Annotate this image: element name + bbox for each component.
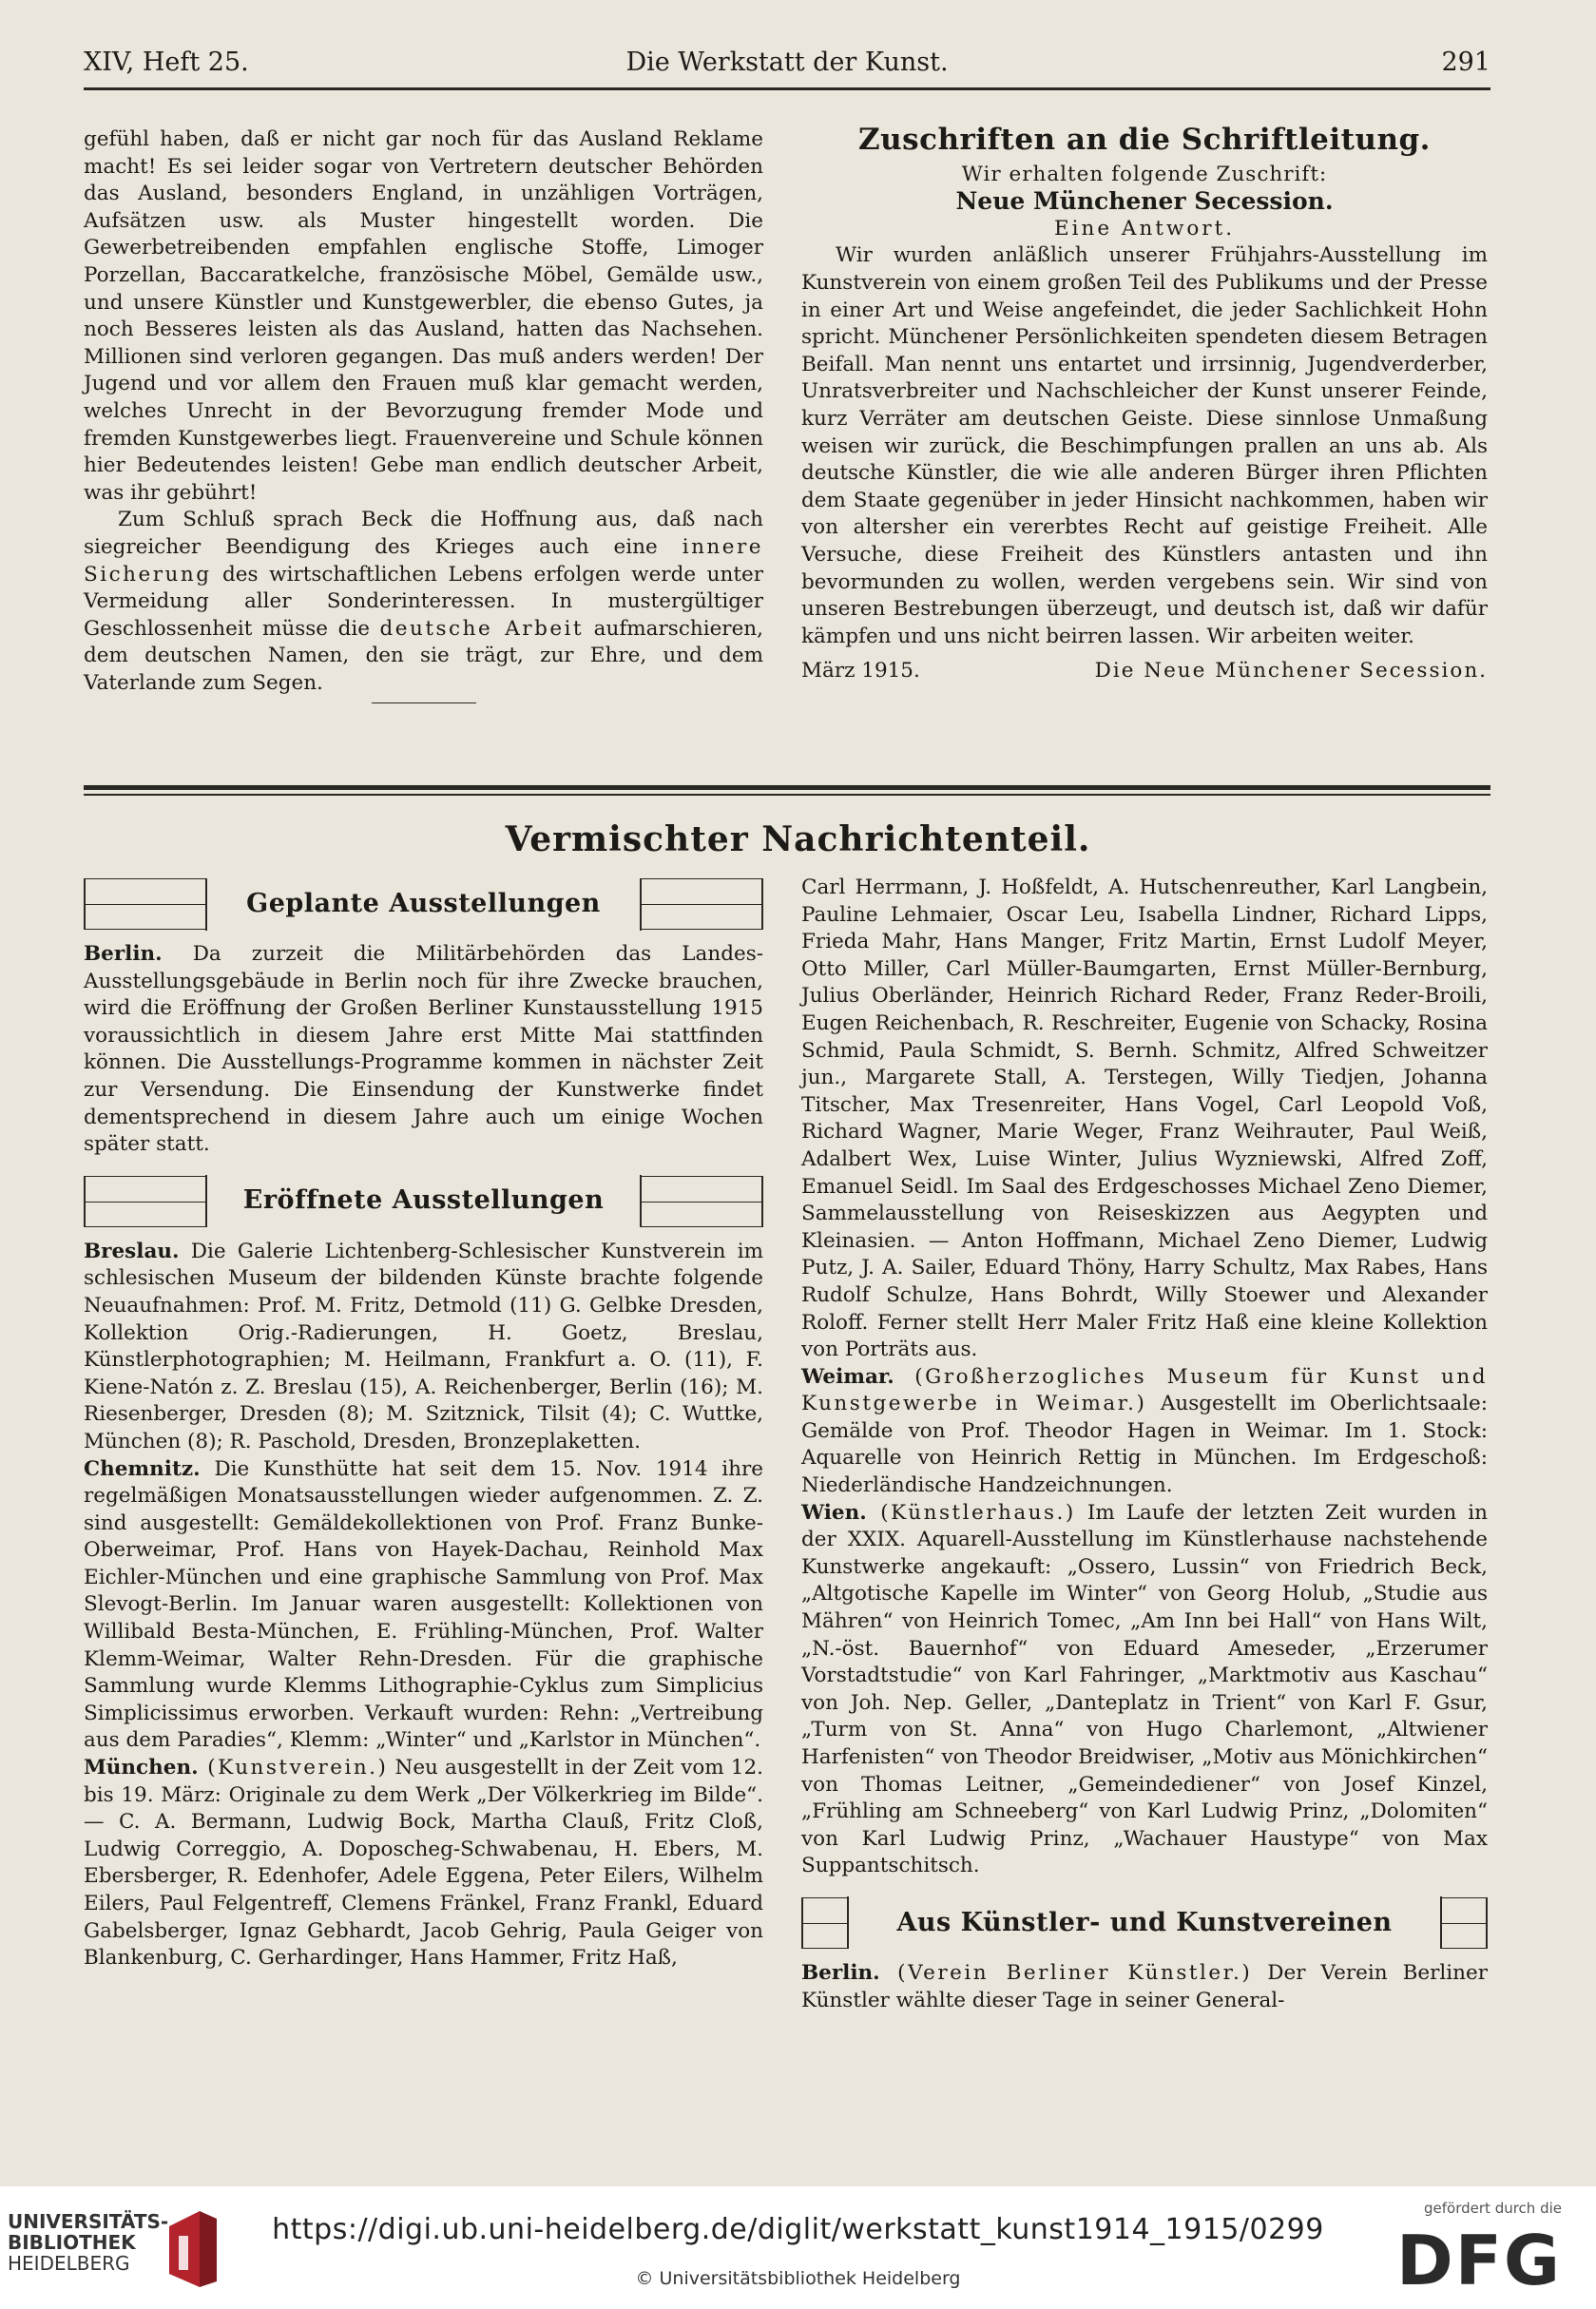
text-run: Die Kunsthütte hat seit dem 15. Nov. 1914 ihre regelmäßigen Monatsausstellungen wieder aufgenommen. Z. Z. sind ausgestellt: Gemäldekollektionen von Prof. Franz Bunke-Oberweimar, Prof. Hans von Hayek-Dachau, Reinhold Max Eichler-München und eine graphische Sammlung von Prof. Max Slevogt-Berlin. Im Januar waren ausgestellt: Kollektionen von Willibald Besta-München, E. Frühling-München, Prof. Walter Klemm-Weimar, Walter Rehn-Dresden. Für die graphische Sammlung wurde Klemms Lithographie-Cyklus zum Simplicius Simplicissimus erworben. Verkauft wurden: Rehn: „Vertreibung aus dem Paradies“, Klemm: „Winter“ und „Karlstor in München“. (84, 1456, 763, 1753)
news-item (801, 1960, 1488, 2014)
text-run: Ausgestellt im Oberlichtsaale: Gemälde von Prof. Theodor Hagen in Weimar. Im 1. Stock: Aquarelle von Heinrich Rettig in München. Im Erdgeschoß: Niederländische Handzeichnungen. (801, 1392, 1488, 1498)
news-item: Carl Herrmann, J. Hoßfeldt, A. Hutschenreuther, Karl Langbein, Pauline Lehmaier, Oscar Leu, Isabella Lindner, Richard Lipps, Frieda Mahr, Hans Manger, Fritz Martin, Ernst Ludolf Meyer, Otto Miller, Carl Müller-Baumgarten, Ernst Müller-Bernburg, Julius Oberländer, Heinrich Richard Reder, Franz Reder-Broili, Eugen Reichenbach, R. Reschreiter, Eugenie von Schacky, Rosina Schmid, Paula Schmidt, S. Bernh. Schmitz, Alfred Schweitzer jun., Margarete Stall, A. Terstegen, Willy Tiedjen, Johanna Titscher, Max Tresenreiter, Hans Vogel, Carl Leopold Voß, Richard Wagner, Marie Weger, Franz Weihrauter, Paul Weiß, Adalbert Wex, Luise Winter, Julius Wyzniewski, Alfred Zoff, Emanuel Seidl. Im Saal des Erdgeschosses Michael Zeno Diemer, Sammelausstellung von Reiseskizzen aus Aegypten und Kleinasien. — Anton Hoffmann, Michael Zeno Diemer, Ludwig Putz, J. A. Sailer, Eduard Thöny, Harry Schultz, Max Rabes, Hans Rudolf Schulze, Hans Bohrdt, Willy Stoewer und Alexander Roloff. Ferner stellt Herr Maler Fritz Haß eine kleine Kollektion von Porträts aus. (801, 875, 1488, 1362)
text-run: Im Laufe der letzten Zeit wurden in der XXIX. Aquarell-Ausstellung im Künstlerhause nachstehende Kunstwerke angekauft: „Ossero, Lussin“ von Friedrich Beck, „Altgotische Kapelle im Winter“ von Georg Holub, „Studie aus Mähren“ von Heinrich Tomec, „Am Inn bei Hall“ von Hans Wilt, „N.-öst. Bauernhof“ von Eduard Ameseder, „Erzerumer Vorstadtstudie“ von Karl Fahringer, „Marktmotiv aus Kaschau“ von Joh. Nep. Geller, „Danteplatz in Trient“ von Karl F. Gsur, „Turm von St. Anna“ von Hugo Charlemont, „Altwiener Harfenisten“ von Theodor Breidwiser, „Motiv aus Mönichkirchen“ von Thomas Leitner, „Gemeindediener“ von Josef Kinzel, „Frühling am Schneeberg“ von Karl Ludwig Prinz, „Dolomiten“ von Karl Ludwig Prinz, „Wachauer Haustype“ von Max Suppantschitsch. (801, 1500, 1488, 1878)
library-name-line: BIBLIOTHEK (8, 2231, 136, 2254)
spaced-emphasis: (Großherzogliches Museum für Kunst und Kunstgewerbe in Weimar.) (801, 1364, 1488, 1416)
library-name-line: HEIDELBERG (8, 2252, 130, 2275)
end-rule (372, 702, 476, 703)
text-run: des wirtschaftlichen Lebens erfolgen werde unter Vermeidung aller Sonderinteressen. In mustergültiger Geschlossenheit müsse die (84, 562, 763, 641)
text-run: Da zurzeit die Militärbehörden das Landes-Ausstellungsgebäude in Berlin noch für ihre Zwecke brauchen, wird die Eröffnung der Großen Berliner Kunstausstellung 1915 voraussichtlich in diesem Jahre erst Mitte Mai stattfinden können. Die Ausstellungs-Programme kommen in nächster Zeit zur Versendung. Die Einsendung der Kunstwerke findet dementsprechend in diesem Jahre auch um einige Wochen später statt. (84, 942, 763, 1157)
text-run: Zum Schluß sprach Beck die Hoffnung aus, daß nach siegreicher Beendigung des Krieges auch eine (84, 508, 763, 559)
spaced-emphasis: innere Sicherung (84, 534, 763, 587)
paragraph (84, 507, 763, 697)
running-header (84, 44, 1490, 90)
signatory: Die Neue Münchener Secession. (1094, 659, 1488, 683)
copyright-notice: © Universitätsbibliothek Heidelberg (635, 2268, 961, 2289)
section-box-vereine (801, 1897, 1488, 1949)
place-name: München. (84, 1756, 199, 1780)
page-number: 291 (1441, 48, 1490, 77)
letter-body: Wir wurden anläßlich unserer Frühjahrs-Ausstellung im Kunstverein von einem großen Teil des Publikums und der Presse in einer Art und Weise angefeindet, die jeder Sachlichkeit Hohn spricht. Münchener Persönlichkeiten spendeten diesem Betragen Beifall. Man nennt uns entartet und irrsinnig, Jugendverderber, Unratsverbreiter und Nachschleicher der Kunst unserer Feinde, kurz Verräter am deutschen Geiste. Diese sinnlose Unmaßung weisen wir zurück, die Beschimpfungen prallen an uns ab. Als deutsche Künstler, die wie alle anderen Bürger ihren Pflichten dem Staate gegenüber in jeder Hinsicht nachkommen, haben wir von altersher ein vererbtes Recht auf geistige Freiheit. Alle Versuche, diese Freiheit des Künstlers antasten und ihn bevormunden zu wollen, werden vergebens sein. Wir sind von unseren Bestrebungen überzeugt, und deutsch ist, daß wir dafür kämpfen und uns nicht beirren lassen. Wir arbeiten weiter. (801, 243, 1488, 648)
news-item (84, 1456, 763, 1756)
spaced-emphasis: (Kunstverein.) (198, 1756, 389, 1780)
spaced-emphasis: deutsche Arbeit (379, 616, 585, 641)
section-heading: Aus Künstler- und Kunstvereinen (847, 1896, 1442, 1949)
letter-subheading: Eine Antwort. (1053, 216, 1236, 241)
intro-line: Wir erhalten folgende Zuschrift: (961, 162, 1328, 186)
permalink-url[interactable]: https://digi.ub.uni-heidelberg.de/diglit/werkstatt_kunst1914_1915/0299 (272, 2213, 1324, 2246)
letters-to-editor (801, 123, 1488, 754)
news-column-right (801, 875, 1488, 2129)
letter-heading: Neue Münchener Secession. (955, 187, 1334, 216)
place-name: Berlin. (801, 1960, 880, 1985)
place-name: Berlin. (84, 942, 163, 966)
news-item (84, 941, 763, 1159)
section-box-eroeffnete (84, 1176, 763, 1227)
letter-signature (801, 658, 1488, 685)
section-box-geplante (84, 878, 763, 930)
place-name: Chemnitz. (84, 1456, 201, 1481)
place-name: Weimar. (801, 1364, 894, 1389)
journal-title: Die Werkstatt der Kunst. (625, 48, 949, 77)
paragraph: gefühl haben, daß er nicht gar noch für das Ausland Reklame macht! Es sei leider sogar von Vertretern deutscher Behörden das Ausland, besonders England, in unzähligen Vorträgen, Aufsätzen usw. als Muster hingestellt worden. Die Gewerbetreibenden empfahlen englische Stoffe, Limoger Porzellan, Baccaratkelche, französische Möbel, Gemälde usw., und unsere Künstler und Kunstgewerbler, die ebenso Gutes, ja noch Besseres leisten als das Ausland, hatten das Nachsehen. Millionen sind verloren gegangen. Das muß anders werden! Der Jugend und vor allem den Frauen muß klar gemacht werden, welches Unrecht in der Bevorzugung fremder Mode und fremden Kunstgewerbes liegt. Frauenvereine und Schule können hier Bedeutendes leisten! Gebe man endlich deutscher Arbeit, was ihr gebührt! (84, 127, 763, 505)
spaced-emphasis: (Künstlerhaus.) (866, 1500, 1076, 1525)
text-run: Die Galerie Lichtenberg-Schlesischer Kunstverein im schlesischen Museum der bildenden Künste brachte folgende Neuaufnahmen: Prof. M. Fritz, Detmold (11) G. Gelbke Dresden, Kollektion Orig.-Radierungen, H. Goetz, Breslau, Künstlerphotographien; M. Heilmann, Frankfurt a. O. (11), F. Kiene-Natón z. Z. Breslau (15), A. Reichenberger, Berlin (16); M. Riesenberger, Dresden (8); M. Szitznick, Tilsit (4); C. Wuttke, München (8); R. Paschold, Dresden, Bronzeplaketten. (84, 1239, 763, 1453)
section-heading: Eröffnete Ausstellungen (205, 1175, 642, 1227)
library-name-line: UNIVERSITÄTS- (8, 2210, 169, 2233)
main-section-title: Vermischter Nachrichtenteil. (505, 819, 1091, 859)
news-column-left (84, 875, 763, 2129)
spaced-emphasis: (Verein Berliner Künstler.) (879, 1960, 1253, 1985)
news-item (801, 1364, 1488, 1500)
place-name: Wien. (801, 1500, 867, 1525)
section-divider-thin (84, 794, 1490, 796)
place-name: Breslau. (84, 1239, 180, 1263)
letter-date: März 1915. (801, 659, 920, 683)
article-continuation (84, 126, 763, 725)
section-divider (84, 785, 1490, 790)
text-run: Neu ausgestellt in der Zeit vom 12. bis 19. März: Originale zu dem Werk „Der Völkerkrieg im Bilde“. — C. A. Bermann, Ludwig Bock, Martha Clauß, Fritz Cloß, Ludwig Correggio, A. Doposcheg-Schwabenau, H. Ebers, M. Ebersberger, R. Edenhofer, Adele Eggena, Peter Eilers, Wilhelm Eilers, Paul Felgentreff, Clemens Fränkel, Franz Frankl, Eduard Gabelsberger, Ignaz Gebhardt, Jacob Gehrig, Paula Geiger von Blankenburg, C. Gerhardinger, Hans Hammer, Fritz Haß, (84, 1756, 763, 1971)
news-item (84, 1755, 763, 1972)
issue-number: XIV, Heft 25. (84, 48, 249, 77)
news-item (84, 1239, 763, 1456)
section-title: Zuschriften an die Schriftleitung. (858, 123, 1431, 157)
text-run: Der Verein Berliner Künstler wählte dieser Tage in seiner General- (801, 1960, 1488, 2012)
text-run: aufmarschieren, dem deutschen Namen, den sie trägt, zur Ehre, und dem Vaterlande zum Segen. (84, 616, 763, 695)
news-item (801, 1500, 1488, 1880)
digitization-footer (0, 2186, 1596, 2309)
funding-note: gefördert durch die (1424, 2200, 1562, 2217)
section-heading: Geplante Ausstellungen (205, 878, 642, 931)
dfg-logo: DFG (1395, 2221, 1562, 2300)
